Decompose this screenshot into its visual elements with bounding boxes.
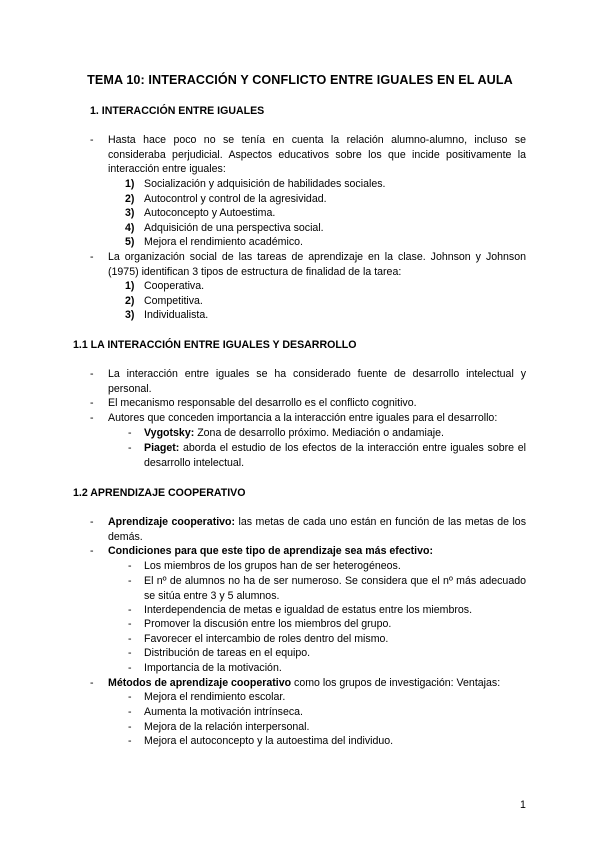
list-item: Individualista. xyxy=(144,309,209,321)
bullet-dash: - xyxy=(90,516,94,528)
sub-bullet-dash: - xyxy=(128,662,132,674)
section-1-paragraph-2: La organización social de las tareas de aprendizaje en la clase. Johnson y Johnson (1975) identifican 3 tipos de estructura de finalidad de la tarea: xyxy=(108,251,526,278)
condition-item: Promover la discusión entre los miembros del grupo. xyxy=(144,618,392,630)
advantage-item: Mejora de la relación interpersonal. xyxy=(144,721,310,733)
sub-bullet-dash: - xyxy=(128,691,132,703)
author-name: Vygotsky: xyxy=(144,427,195,439)
methods-text: como los grupos de investigación: Ventajas: xyxy=(291,677,501,689)
section-1-1-paragraph-1: La interacción entre iguales se ha considerado fuente de desarrollo intelectual y personal. xyxy=(108,368,526,395)
sub-bullet-dash: - xyxy=(128,706,132,718)
sub-bullet-dash: - xyxy=(128,647,132,659)
list-item: Cooperativa. xyxy=(144,280,205,292)
page-number: 1 xyxy=(520,799,526,811)
advantage-item: Mejora el autoconcepto y la autoestima del individuo. xyxy=(144,735,394,747)
bullet-dash: - xyxy=(90,251,94,263)
list-item: Adquisición de una perspectiva social. xyxy=(144,222,324,234)
list-number: 2) xyxy=(125,193,135,205)
term-definition: las metas de cada uno están en función de las metas de los demás. xyxy=(108,516,526,543)
list-number: 2) xyxy=(125,295,135,307)
condition-item: Importancia de la motivación. xyxy=(144,662,282,674)
sub-bullet-dash: - xyxy=(128,633,132,645)
term-bold: Aprendizaje cooperativo: xyxy=(108,516,236,528)
section-1-1-heading: 1.1 LA INTERACCIÓN ENTRE IGUALES Y DESARROLLO xyxy=(73,339,357,351)
list-number: 1) xyxy=(125,280,135,292)
section-1-2-paragraph-2 xyxy=(108,544,526,559)
author-description: Zona de desarrollo próximo. Mediación o andamiaje. xyxy=(194,427,444,439)
list-item: Autocontrol y control de la agresividad. xyxy=(144,193,327,205)
list-item: Socialización y adquisición de habilidades sociales. xyxy=(144,178,386,190)
sub-bullet-dash: - xyxy=(128,427,132,439)
advantage-item: Aumenta la motivación intrínseca. xyxy=(144,706,303,718)
author-piaget xyxy=(144,441,526,470)
list-number: 1) xyxy=(125,178,135,190)
sub-bullet-dash: - xyxy=(128,560,132,572)
page-title: TEMA 10: INTERACCIÓN Y CONFLICTO ENTRE IGUALES EN EL AULA xyxy=(87,73,513,87)
sub-bullet-dash: - xyxy=(128,442,132,454)
list-item: Mejora el rendimiento académico. xyxy=(144,236,303,248)
section-1-1-paragraph-3: Autores que conceden importancia a la interacción entre iguales para el desarrollo: xyxy=(108,412,498,424)
list-number: 3) xyxy=(125,309,135,321)
sub-bullet-dash: - xyxy=(128,604,132,616)
bullet-dash: - xyxy=(90,134,94,146)
bullet-dash: - xyxy=(90,677,94,689)
section-1-heading: 1. INTERACCIÓN ENTRE IGUALES xyxy=(90,105,265,117)
bullet-dash: - xyxy=(90,545,94,557)
author-description: aborda el estudio de los efectos de la interacción entre iguales sobre el desarrollo intelectual. xyxy=(144,442,526,469)
section-1-1-paragraph-2: El mecanismo responsable del desarrollo es el conflicto cognitivo. xyxy=(108,397,417,409)
condition-item: El nº de alumnos no ha de ser numeroso. Se considera que el nº más adecuado se sitúa entre 3 y 5 alumnos. xyxy=(144,575,526,602)
list-item: Autoconcepto y Autoestima. xyxy=(144,207,276,219)
author-name: Piaget: xyxy=(144,442,180,454)
methods-heading: Métodos de aprendizaje cooperativo xyxy=(108,677,292,689)
section-1-2-paragraph-3 xyxy=(108,676,526,691)
list-number: 4) xyxy=(125,222,135,234)
section-1-2-paragraph-1 xyxy=(108,515,526,544)
condition-item: Los miembros de los grupos han de ser heterogéneos. xyxy=(144,560,401,572)
sub-bullet-dash: - xyxy=(128,575,132,587)
sub-bullet-dash: - xyxy=(128,721,132,733)
list-number: 5) xyxy=(125,236,135,248)
bullet-dash: - xyxy=(90,412,94,424)
sub-bullet-dash: - xyxy=(128,735,132,747)
bullet-dash: - xyxy=(90,368,94,380)
author-vygotsky xyxy=(144,426,526,441)
condition-item: Distribución de tareas en el equipo. xyxy=(144,647,311,659)
list-number: 3) xyxy=(125,207,135,219)
section-1-paragraph-1: Hasta hace poco no se tenía en cuenta la relación alumno-alumno, incluso se consideraba perjudicial. Aspectos educativos sobre los que incide positivamente la interacción entre iguales: xyxy=(108,134,526,175)
condition-item: Interdependencia de metas e igualdad de estatus entre los miembros. xyxy=(144,604,473,616)
conditions-heading: Condiciones para que este tipo de aprendizaje sea más efectivo: xyxy=(108,545,433,557)
list-item: Competitiva. xyxy=(144,295,203,307)
condition-item: Favorecer el intercambio de roles dentro del mismo. xyxy=(144,633,389,645)
sub-bullet-dash: - xyxy=(128,618,132,630)
advantage-item: Mejora el rendimiento escolar. xyxy=(144,691,286,703)
section-1-2-heading: 1.2 APRENDIZAJE COOPERATIVO xyxy=(73,487,246,499)
bullet-dash: - xyxy=(90,397,94,409)
